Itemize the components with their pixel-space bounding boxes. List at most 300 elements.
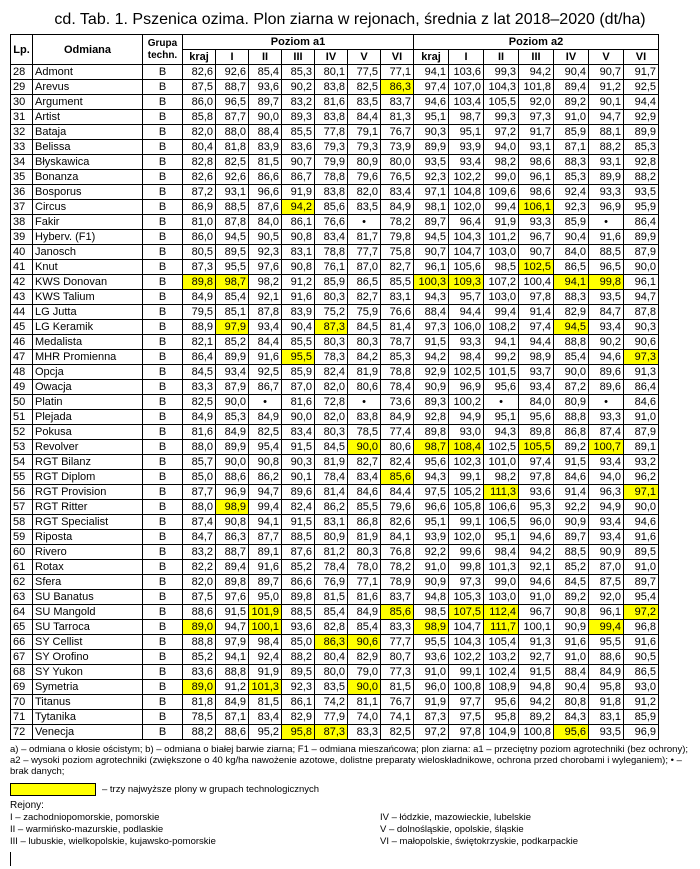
yield-cell: 86,0 — [183, 230, 216, 245]
yield-cell: 84,6 — [554, 470, 589, 485]
row-group: B — [143, 455, 183, 470]
yield-cell: 91,6 — [624, 530, 659, 545]
yield-cell: 93,1 — [216, 185, 249, 200]
table-row — [11, 650, 659, 665]
yield-cell: 88,7 — [216, 545, 249, 560]
yield-cell: 93,3 — [589, 185, 624, 200]
yield-cell: 101,3 — [484, 560, 519, 575]
row-lp: 44 — [11, 305, 33, 320]
yield-cell: 98,9 — [216, 500, 249, 515]
yield-cell: 88,2 — [589, 140, 624, 155]
yield-cell: 85,0 — [183, 470, 216, 485]
yield-cell: 93,4 — [589, 530, 624, 545]
yield-cell: 83,1 — [589, 710, 624, 725]
yield-cell: 90,8 — [216, 515, 249, 530]
yield-cell: 77,7 — [348, 245, 381, 260]
table-row — [11, 575, 659, 590]
yield-cell: 80,0 — [315, 665, 348, 680]
yield-cell: 84,5 — [348, 320, 381, 335]
row-lp: 66 — [11, 635, 33, 650]
yield-cell: 91,5 — [554, 455, 589, 470]
yield-cell: 78,5 — [183, 710, 216, 725]
yield-cell: 93,5 — [589, 290, 624, 305]
row-group: B — [143, 320, 183, 335]
row-group: B — [143, 335, 183, 350]
yield-cell: 96,5 — [589, 260, 624, 275]
row-variety-name: Medalista — [33, 335, 143, 350]
header-level-a2: Poziom a2 — [414, 35, 659, 50]
yield-cell: 95,4 — [624, 590, 659, 605]
row-group: B — [143, 665, 183, 680]
yield-cell: 95,5 — [589, 635, 624, 650]
row-group: B — [143, 710, 183, 725]
yield-cell: 86,2 — [249, 470, 282, 485]
yield-cell: 89,5 — [216, 245, 249, 260]
yield-cell: 86,7 — [282, 170, 315, 185]
yield-cell: 91,4 — [554, 485, 589, 500]
yield-cell: 81,6 — [315, 95, 348, 110]
yield-cell: 84,9 — [381, 200, 414, 215]
table-row — [11, 170, 659, 185]
yield-cell: 101,9 — [249, 605, 282, 620]
row-lp: 70 — [11, 695, 33, 710]
yield-cell: 78,4 — [315, 560, 348, 575]
yield-cell: 82,6 — [183, 65, 216, 80]
yield-cell: 97,8 — [519, 290, 554, 305]
yield-cell: 81,9 — [315, 455, 348, 470]
region-item: V – dolnośląskie, opolskie, śląskie — [380, 824, 524, 835]
yield-cell: 74,0 — [348, 710, 381, 725]
yield-cell: 78,8 — [381, 365, 414, 380]
row-lp: 64 — [11, 605, 33, 620]
header-level-a1: Poziom a1 — [183, 35, 414, 50]
table-row — [11, 110, 659, 125]
yield-cell: 91,7 — [624, 65, 659, 80]
yield-cell: 93,2 — [624, 455, 659, 470]
yield-cell: 88,1 — [589, 125, 624, 140]
yield-cell: 87,7 — [183, 485, 216, 500]
row-lp: 58 — [11, 515, 33, 530]
yield-cell: 89,5 — [624, 545, 659, 560]
yield-cell: 93,4 — [589, 320, 624, 335]
yield-cell: 106,0 — [449, 320, 484, 335]
table-row — [11, 455, 659, 470]
yield-cell: 90,0 — [554, 365, 589, 380]
yield-cell: 84,4 — [249, 335, 282, 350]
yield-cell: 79,6 — [348, 170, 381, 185]
yield-cell: 85,6 — [381, 470, 414, 485]
yield-cell: 95,1 — [449, 125, 484, 140]
yield-cell: 96,9 — [589, 200, 624, 215]
yield-cell: 99,4 — [249, 500, 282, 515]
table-row — [11, 485, 659, 500]
yield-cell: 94,9 — [449, 410, 484, 425]
table-row — [11, 350, 659, 365]
table-row — [11, 215, 659, 230]
row-group: B — [143, 290, 183, 305]
yield-cell: 93,6 — [414, 650, 449, 665]
yield-cell: 87,5 — [183, 80, 216, 95]
yield-cell: 98,2 — [484, 470, 519, 485]
yield-cell: 90,0 — [216, 395, 249, 410]
yield-cell: 89,2 — [519, 710, 554, 725]
yield-cell: 76,6 — [315, 215, 348, 230]
legend-text: – trzy najwyższe plony w grupach technologicznych — [102, 784, 320, 796]
yield-cell: 96,0 — [414, 680, 449, 695]
row-variety-name: Janosch — [33, 245, 143, 260]
yield-cell: 97,8 — [449, 725, 484, 740]
yield-cell: 77,1 — [381, 65, 414, 80]
yield-cell: 77,8 — [315, 125, 348, 140]
yield-cell: 94,1 — [484, 335, 519, 350]
yield-cell: 99,4 — [484, 305, 519, 320]
row-group: B — [143, 620, 183, 635]
row-lp: 71 — [11, 710, 33, 725]
yield-cell: 89,8 — [414, 425, 449, 440]
yield-cell: 93,9 — [414, 530, 449, 545]
yield-cell: 90,4 — [282, 320, 315, 335]
yield-cell: 101,2 — [484, 230, 519, 245]
row-lp: 42 — [11, 275, 33, 290]
yield-cell: 79,3 — [348, 140, 381, 155]
yield-cell: 78,5 — [348, 425, 381, 440]
yield-cell: 99,8 — [589, 275, 624, 290]
yield-cell: 84,9 — [381, 410, 414, 425]
yield-cell: 100,8 — [449, 680, 484, 695]
yield-cell: 89,0 — [183, 620, 216, 635]
yield-cell: 83,9 — [249, 140, 282, 155]
yield-cell: 83,1 — [381, 290, 414, 305]
yield-cell: 92,8 — [624, 155, 659, 170]
table-row — [11, 425, 659, 440]
yield-cell: 89,9 — [414, 140, 449, 155]
yield-cell: 97,1 — [624, 485, 659, 500]
yield-cell: 77,7 — [381, 635, 414, 650]
yield-cell: 80,3 — [348, 545, 381, 560]
yield-cell: 99,8 — [449, 560, 484, 575]
header-group: Grupa techn. — [143, 35, 183, 65]
yield-cell: 89,9 — [624, 125, 659, 140]
yield-cell: 98,7 — [414, 440, 449, 455]
yield-cell: 104,7 — [449, 620, 484, 635]
yield-cell: 85,5 — [282, 125, 315, 140]
yield-cell: 76,5 — [381, 170, 414, 185]
table-row — [11, 305, 659, 320]
yield-cell: 87,0 — [348, 260, 381, 275]
yield-cell: 95,6 — [484, 380, 519, 395]
row-variety-name: Bataja — [33, 125, 143, 140]
yield-cell: 81,5 — [249, 155, 282, 170]
yield-cell: 90,5 — [624, 650, 659, 665]
yield-cell: 83,3 — [348, 725, 381, 740]
yield-cell: 83,9 — [282, 305, 315, 320]
yield-cell: 89,1 — [624, 440, 659, 455]
yield-cell: 90,0 — [216, 455, 249, 470]
yield-cell: 89,0 — [183, 680, 216, 695]
yield-cell: 86,4 — [183, 350, 216, 365]
yield-cell: 97,4 — [519, 320, 554, 335]
row-group: B — [143, 515, 183, 530]
row-variety-name: RGT Ritter — [33, 500, 143, 515]
yield-cell: 82,0 — [348, 185, 381, 200]
yield-cell: 88,2 — [282, 650, 315, 665]
yield-cell: 84,9 — [249, 410, 282, 425]
yield-cell: 84,5 — [315, 440, 348, 455]
yield-cell: 93,4 — [249, 320, 282, 335]
yield-cell: 81,4 — [315, 485, 348, 500]
yield-cell: 98,1 — [414, 200, 449, 215]
yield-cell: 97,3 — [449, 575, 484, 590]
row-variety-name: LG Jutta — [33, 305, 143, 320]
subheader-a1-ii: II — [249, 50, 282, 65]
yield-cell: 103,0 — [484, 590, 519, 605]
yield-cell: 94,2 — [519, 545, 554, 560]
yield-cell: 95,0 — [249, 590, 282, 605]
yield-cell: 92,0 — [519, 95, 554, 110]
yield-cell: 82,0 — [183, 575, 216, 590]
yield-cell: 98,9 — [414, 620, 449, 635]
yield-cell: 102,3 — [449, 455, 484, 470]
subheader-a2-ii: II — [484, 50, 519, 65]
row-group: B — [143, 305, 183, 320]
yield-cell: 93,6 — [282, 620, 315, 635]
yield-cell: 84,9 — [216, 695, 249, 710]
row-variety-name: Circus — [33, 200, 143, 215]
subheader-a1-iv: IV — [315, 50, 348, 65]
yield-cell: 100,4 — [519, 275, 554, 290]
yield-cell: 92,3 — [554, 200, 589, 215]
yield-cell: 86,9 — [183, 200, 216, 215]
yield-cell: 85,4 — [554, 350, 589, 365]
yield-cell: 112,4 — [484, 605, 519, 620]
yield-cell: 91,2 — [282, 275, 315, 290]
yield-cell: 101,8 — [519, 80, 554, 95]
yield-cell: 92,3 — [414, 170, 449, 185]
row-lp: 37 — [11, 200, 33, 215]
yield-cell: 97,4 — [414, 80, 449, 95]
yield-cell: 96,9 — [216, 485, 249, 500]
row-variety-name: SU Mangold — [33, 605, 143, 620]
yield-cell: 93,3 — [449, 335, 484, 350]
row-lp: 41 — [11, 260, 33, 275]
yield-cell: 90,0 — [348, 680, 381, 695]
yield-cell: 84,5 — [554, 575, 589, 590]
row-lp: 49 — [11, 380, 33, 395]
yield-cell: 83,3 — [381, 620, 414, 635]
row-lp: 72 — [11, 725, 33, 740]
yield-cell: 92,2 — [414, 545, 449, 560]
yield-cell: 92,9 — [414, 365, 449, 380]
yield-cell: 85,9 — [554, 215, 589, 230]
row-variety-name: RGT Bilanz — [33, 455, 143, 470]
row-group: B — [143, 365, 183, 380]
table-row — [11, 530, 659, 545]
yield-cell: 81,5 — [249, 695, 282, 710]
yield-cell: 88,3 — [554, 290, 589, 305]
header-name: Odmiana — [33, 35, 143, 65]
yield-cell: 83,6 — [183, 665, 216, 680]
table-row — [11, 95, 659, 110]
row-lp: 68 — [11, 665, 33, 680]
yield-cell: 91,5 — [519, 665, 554, 680]
yield-cell: 98,6 — [519, 155, 554, 170]
yield-cell: 87,0 — [589, 560, 624, 575]
yield-cell: 96,3 — [589, 485, 624, 500]
yield-cell: 88,5 — [282, 530, 315, 545]
yield-cell: 76,8 — [381, 545, 414, 560]
yield-cell: 77,1 — [348, 575, 381, 590]
yield-cell: 83,4 — [282, 425, 315, 440]
yield-cell: 79,5 — [183, 305, 216, 320]
yield-cell: 86,4 — [624, 215, 659, 230]
yield-cell: 73,9 — [381, 140, 414, 155]
yield-cell: 93,5 — [624, 185, 659, 200]
yield-cell: 82,8 — [183, 155, 216, 170]
yield-cell: 88,4 — [414, 305, 449, 320]
row-variety-name: Bosporus — [33, 185, 143, 200]
yield-cell: 98,4 — [249, 635, 282, 650]
table-row — [11, 365, 659, 380]
yield-cell: 84,9 — [216, 425, 249, 440]
yield-cell: 88,6 — [216, 470, 249, 485]
yield-cell: 82,4 — [315, 365, 348, 380]
yield-cell: 89,6 — [282, 485, 315, 500]
yield-cell: 80,1 — [315, 65, 348, 80]
yield-cell: 82,6 — [381, 515, 414, 530]
yield-cell: 94,7 — [589, 110, 624, 125]
row-variety-name: SY Yukon — [33, 665, 143, 680]
yield-cell: 80,6 — [381, 440, 414, 455]
yield-cell: 96,6 — [249, 185, 282, 200]
yield-cell: 88,5 — [554, 545, 589, 560]
row-group: B — [143, 725, 183, 740]
table-row — [11, 635, 659, 650]
yield-cell: 84,0 — [249, 215, 282, 230]
row-lp: 50 — [11, 395, 33, 410]
yield-cell: 92,7 — [519, 650, 554, 665]
yield-cell: 90,4 — [554, 65, 589, 80]
table-row — [11, 500, 659, 515]
yield-cell: 78,7 — [381, 335, 414, 350]
yield-cell: 87,8 — [624, 305, 659, 320]
yield-cell: 102,4 — [484, 665, 519, 680]
yield-cell: 88,0 — [183, 500, 216, 515]
yield-cell: 76,1 — [315, 260, 348, 275]
yield-cell: 91,7 — [519, 125, 554, 140]
table-row — [11, 140, 659, 155]
yield-cell: 85,0 — [282, 635, 315, 650]
yield-cell: 85,4 — [348, 620, 381, 635]
yield-cell: 85,2 — [216, 335, 249, 350]
yield-cell: 91,2 — [216, 680, 249, 695]
yield-cell: 96,6 — [414, 500, 449, 515]
yield-cell: 87,2 — [183, 185, 216, 200]
row-variety-name: Plejada — [33, 410, 143, 425]
yield-cell: 89,9 — [589, 170, 624, 185]
subheader-a2-v: V — [589, 50, 624, 65]
yield-cell: 91,6 — [249, 350, 282, 365]
row-variety-name: Opcja — [33, 365, 143, 380]
yield-cell: • — [249, 395, 282, 410]
yield-cell: 93,5 — [589, 725, 624, 740]
yield-cell: 97,3 — [624, 350, 659, 365]
yield-cell: 92,4 — [249, 650, 282, 665]
yield-cell: 91,9 — [249, 665, 282, 680]
row-lp: 46 — [11, 335, 33, 350]
yield-cell: 91,4 — [519, 305, 554, 320]
yield-cell: 97,3 — [519, 110, 554, 125]
yield-cell: 90,2 — [589, 335, 624, 350]
row-variety-name: Venecja — [33, 725, 143, 740]
yield-cell: 96,7 — [519, 605, 554, 620]
row-group: B — [143, 575, 183, 590]
yield-cell: 85,5 — [348, 500, 381, 515]
yield-cell: 108,9 — [484, 680, 519, 695]
yield-cell: 85,1 — [216, 305, 249, 320]
yield-cell: 94,4 — [624, 95, 659, 110]
yield-cell: 82,9 — [348, 650, 381, 665]
yield-cell: 85,3 — [624, 140, 659, 155]
row-lp: 65 — [11, 620, 33, 635]
yield-cell: 90,3 — [414, 125, 449, 140]
yield-cell: 89,6 — [589, 365, 624, 380]
yield-cell: 90,8 — [554, 605, 589, 620]
yield-cell: 102,2 — [449, 170, 484, 185]
divider — [10, 852, 11, 866]
yield-cell: 108,4 — [449, 440, 484, 455]
yield-cell: 87,3 — [315, 725, 348, 740]
yield-cell: 100,3 — [414, 275, 449, 290]
row-variety-name: RGT Diplom — [33, 470, 143, 485]
yield-cell: 105,5 — [484, 95, 519, 110]
yield-cell: 75,9 — [348, 305, 381, 320]
yield-cell: 87,6 — [282, 545, 315, 560]
yield-cell: 111,3 — [484, 485, 519, 500]
yield-cell: 87,4 — [183, 515, 216, 530]
yield-cell: 85,8 — [183, 110, 216, 125]
row-variety-name: MHR Promienna — [33, 350, 143, 365]
yield-cell: 78,0 — [348, 560, 381, 575]
yield-cell: 96,1 — [589, 605, 624, 620]
row-group: B — [143, 65, 183, 80]
yield-cell: 90,8 — [282, 230, 315, 245]
yield-cell: 77,3 — [381, 665, 414, 680]
yield-cell: 85,2 — [183, 650, 216, 665]
yield-cell: 90,3 — [282, 455, 315, 470]
yield-cell: 94,5 — [414, 230, 449, 245]
subheader-a2-i: I — [449, 50, 484, 65]
yield-cell: 96,1 — [624, 275, 659, 290]
yield-cell: 89,7 — [554, 530, 589, 545]
table-row — [11, 395, 659, 410]
row-variety-name: SU Tarroca — [33, 620, 143, 635]
yield-cell: 94,5 — [216, 230, 249, 245]
row-variety-name: KWS Talium — [33, 290, 143, 305]
yield-cell: 86,4 — [624, 380, 659, 395]
yield-cell: 88,8 — [216, 665, 249, 680]
yield-cell: 95,6 — [484, 695, 519, 710]
yield-cell: 89,4 — [554, 80, 589, 95]
table-row — [11, 695, 659, 710]
yield-cell: 84,5 — [183, 365, 216, 380]
yield-cell: 92,2 — [554, 500, 589, 515]
yield-cell: 93,6 — [249, 80, 282, 95]
yield-cell: 82,4 — [282, 500, 315, 515]
yield-cell: 94,6 — [624, 515, 659, 530]
yield-cell: 90,1 — [589, 95, 624, 110]
yield-cell: 75,2 — [315, 305, 348, 320]
yield-cell: 89,1 — [249, 545, 282, 560]
